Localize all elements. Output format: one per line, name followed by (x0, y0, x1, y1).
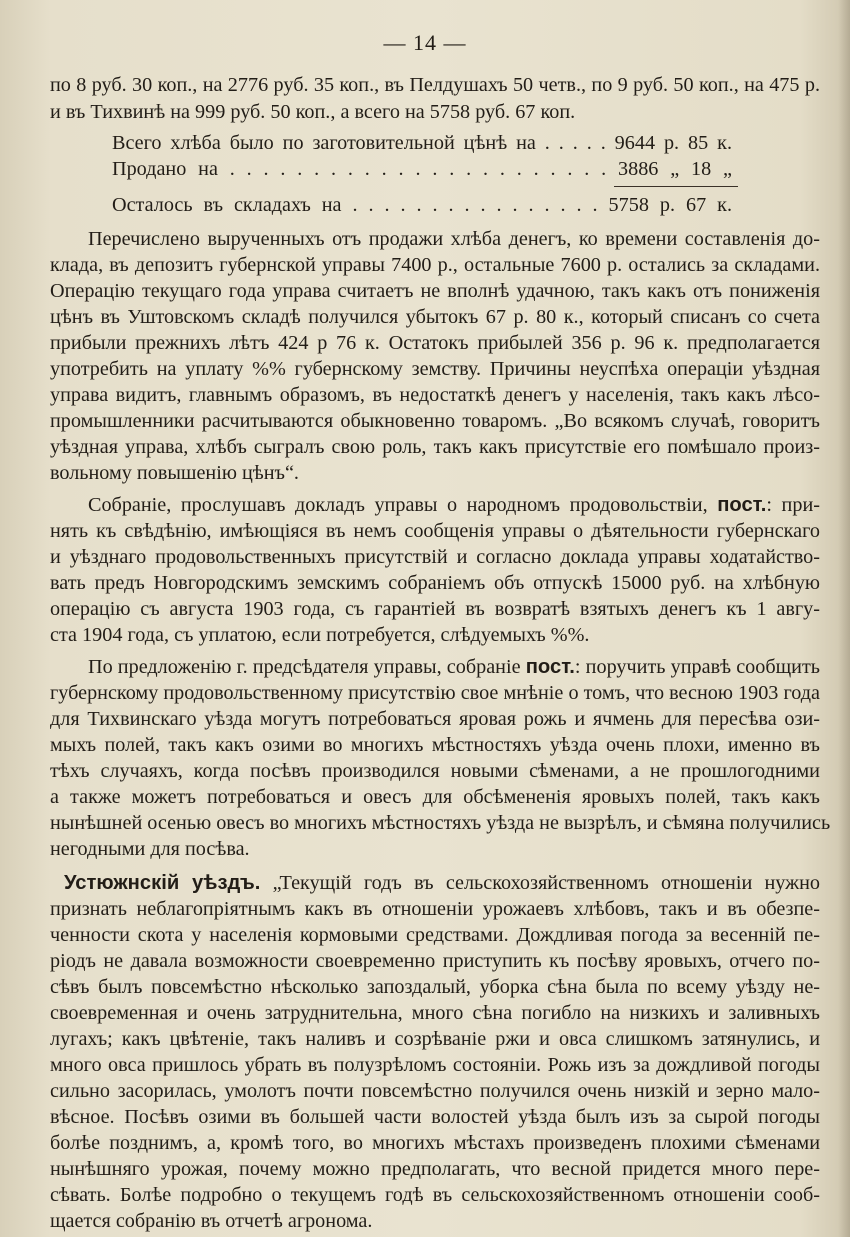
paragraph-line: негодными для посѣва. (50, 838, 250, 860)
paragraph-line: клада, въ депозитъ губернской управы 7400 р., остальные 7600 р. остались за складами. (50, 254, 820, 276)
paragraph-line: ста 1904 года, съ уплатою, если потребуется, слѣдуемыхъ %%. (50, 624, 590, 646)
text-line: по 8 руб. 30 коп., на 2776 руб. 35 коп., въ Пелдушахъ 50 четв., по 9 руб. 50 коп., на 475 р. (50, 74, 820, 96)
section-heading: Устюжнскій уѣздъ. (64, 872, 261, 894)
paragraph-line: промышленники расчитываются обыкновенно товаромъ. „Во всякомъ случаѣ, говоритъ (50, 410, 820, 432)
paragraph-line: нять къ свѣдѣнію, имѣющіяся въ немъ сообщенія управы о дѣятельности губернскаго (50, 520, 820, 542)
summary-total: Всего хлѣба было по заготовительной цѣнѣ на . . . . . 9644 р. 85 к. (112, 132, 732, 154)
paragraph-line: управа видитъ, главнымъ образомъ, въ недостаткѣ денегъ у населенія, такъ какъ лѣсо- (50, 384, 820, 406)
paragraph-line: своевременная и очень затруднительна, много сѣна погибло на низкихъ и заливныхъ (50, 1002, 820, 1024)
paragraph-line: и уѣзднаго продовольственныхъ присутствій и согласно доклада управы ходатайство- (50, 546, 820, 568)
paragraph-line: вать предъ Новгородскимъ земскимъ собраніемъ объ отпускѣ 15000 руб. на хлѣбную (50, 572, 820, 594)
paragraph-text: Собраніе, прослушавъ докладъ управы о народномъ продовольствіи, (88, 494, 708, 516)
paragraph-line (64, 870, 820, 896)
paragraph-line (88, 654, 820, 680)
paragraph-line: щается собранію въ отчетѣ агронома. (50, 1210, 373, 1232)
paragraph-line: Перечислено вырученныхъ отъ продажи хлѣба денегъ, ко времени составленія до- (88, 228, 820, 250)
paragraph-line: прибыли прежнихъ лѣтъ 424 р 76 к. Остатокъ прибылей 356 р. 96 к. предполагается (50, 332, 820, 354)
text-line: и въ Тихвинѣ на 999 руб. 50 коп., а всего на 5758 руб. 67 коп. (50, 101, 576, 123)
paragraph-line (88, 492, 820, 518)
paragraph-text: „Текущій годъ въ сельскохозяйственномъ отношеніи нужно (260, 872, 820, 894)
paragraph-line: а также можетъ потребоваться и овесъ для обсѣмененія яровыхъ полей, такъ какъ (50, 786, 820, 808)
paragraph-line: тѣхъ случаяхъ, когда посѣвъ производился новыми сѣменами, а не прошлогодними (50, 760, 820, 782)
paragraph-text: : при- (766, 494, 820, 516)
paragraph-line: цѣнъ въ Уштовскомъ складѣ получился убытокъ 67 р. 80 к., который списанъ со счета (50, 306, 820, 328)
paragraph-line: сильно засорилась, умолотъ почти повсемѣстно получился очень низкій и зерно мало- (50, 1080, 820, 1102)
page-edge-shadow (838, 0, 850, 1237)
paragraph-text: По предложенію г. предсѣдателя управы, собраніе (88, 656, 521, 678)
paragraph-line: для Тихвинскаго уѣзда могутъ потребоваться яровая рожь и ячмень для пересѣва ози- (50, 708, 820, 730)
paragraph-line: операцію съ августа 1903 года, съ гарантіей въ возвратѣ взятыхъ денегъ къ 1 авгу- (50, 598, 820, 620)
paragraph-line: нынѣшняго урожая, почему можно предполагать, что весной придется много пере- (50, 1158, 820, 1180)
resolution-mark: пост. (525, 656, 575, 678)
paragraph-line: сѣвать. Болѣе подробно о текущемъ годѣ въ сельскохозяйственномъ отношеніи сооб- (50, 1184, 820, 1206)
paragraph-line: вѣсное. Посѣвъ озими въ большей части волостей уѣзда былъ изъ за сырой погоды (50, 1106, 820, 1128)
paragraph-line: много овса пришлось убрать въ полузрѣломъ состояніи. Рожь изъ за дождливой погоды (50, 1054, 820, 1076)
paragraph-line: Операцію текущаго года управа считаетъ не вполнѣ удачною, такъ какъ отъ пониженія (50, 280, 820, 302)
sum-rule (614, 186, 738, 187)
paragraph-text: : поручить управѣ сообщить (574, 656, 820, 678)
paragraph-line: признать неблагопріятнымъ какъ въ отношеніи урожаевъ хлѣбовъ, такъ и въ обезпе- (50, 898, 820, 920)
paragraph-line: ріодъ не давала возможности своевременно приступить къ посѣву яровыхъ, отчего по- (50, 950, 820, 972)
page-number: — 14 — (383, 30, 467, 55)
resolution-mark: пост. (717, 494, 767, 516)
paragraph-line: сѣвъ былъ повсемѣстно нѣсколько запоздалый, уборка сѣна была по всему уѣзду не- (50, 976, 820, 998)
paragraph-line: лугахъ; какъ цвѣтеніе, такъ наливъ и созрѣваніе ржи и овса слишкомъ затянулись, и (50, 1028, 820, 1050)
paragraph-line: вольному повышенію цѣнъ“. (50, 462, 299, 484)
paragraph-line: болѣе позднимъ, а, кромѣ того, во многихъ мѣстахъ произведенъ плохими сѣменами (50, 1132, 820, 1154)
paragraph-line: уѣздная управа, хлѣбъ сыгралъ свою роль, такъ какъ присутствіе его помѣшало произ- (50, 436, 820, 458)
paragraph-line: мыхъ полей, такъ какъ озими во многихъ мѣстностяхъ уѣзда очень плохи, именно въ (50, 734, 820, 756)
summary-remaining: Осталось въ складахъ на . . . . . . . . . . . . . . . . 5758 р. 67 к. (112, 194, 732, 216)
paragraph-line: губернскому продовольственному присутствію свое мнѣніе о томъ, что весною 1903 года (50, 682, 820, 704)
paragraph-line: нынѣшней осенью овесъ во многихъ мѣстностяхъ уѣзда не вызрѣлъ, и сѣмяна получились (50, 812, 831, 834)
paragraph-line: употребить на уплату %% губернскому земству. Причины неуспѣха операціи уѣздная (50, 358, 820, 380)
summary-sold: Продано на . . . . . . . . . . . . . . . . . . . . . . . 3886 „ 18 „ (112, 158, 732, 180)
paragraph-line: ченности скота у населенія кормовыми средствами. Дождливая погода за весенній пе- (50, 924, 820, 946)
